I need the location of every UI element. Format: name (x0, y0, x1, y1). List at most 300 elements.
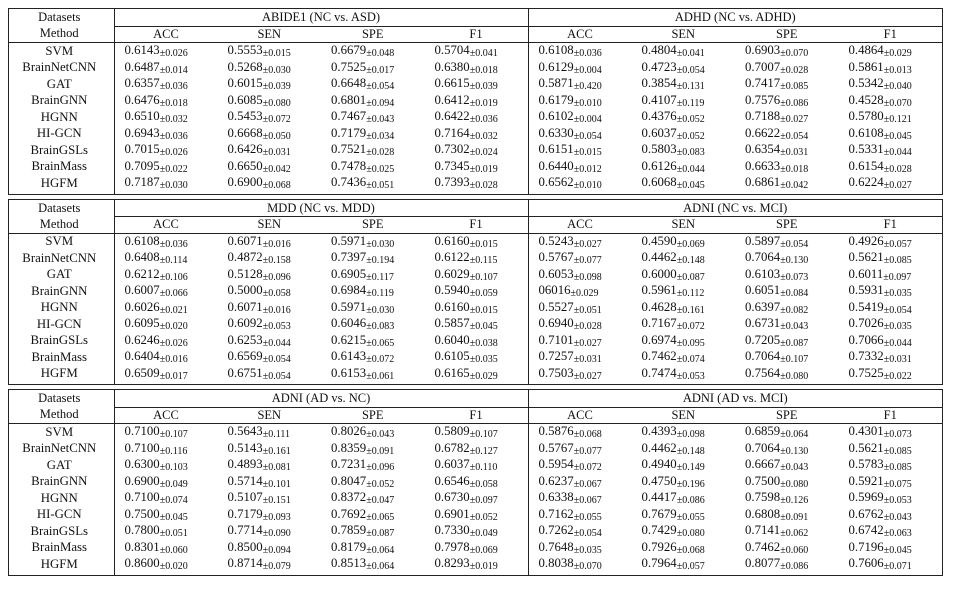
metric-header-sen: SEN (218, 26, 322, 43)
value-cell (114, 233, 218, 250)
mean-value: 0.7467 (331, 109, 367, 123)
mean-value: 0.5954 (538, 457, 574, 471)
value-cell (632, 43, 736, 60)
mean-value: 0.6037 (641, 125, 677, 140)
mean-value: 0.6108 (538, 43, 574, 57)
mean-value: 0.5621 (848, 250, 884, 264)
table-row (9, 507, 942, 524)
std-value: ±0.107 (469, 429, 498, 440)
method-name: BrainGNN (9, 283, 114, 300)
std-value: ±0.196 (676, 478, 705, 490)
std-value: ±0.054 (262, 354, 291, 365)
mean-value: 0.6126 (641, 158, 677, 173)
std-value: ±0.077 (573, 255, 602, 266)
value-cell (735, 316, 839, 333)
mean-value: 0.7330 (434, 523, 470, 537)
std-value: ±0.057 (676, 561, 705, 572)
value-cell (528, 300, 632, 317)
std-value: ±0.074 (676, 354, 705, 365)
std-value: ±0.084 (780, 288, 809, 299)
mean-value: 0.4750 (641, 473, 677, 488)
dataset-title-left: ADNI (AD vs. NC) (114, 390, 528, 407)
std-value: ±0.004 (573, 114, 602, 125)
value-cell (735, 523, 839, 540)
value-cell (735, 233, 839, 250)
value-cell (839, 349, 943, 366)
mean-value: 0.6397 (745, 299, 781, 314)
value-cell (321, 424, 425, 441)
value-cell (632, 159, 736, 176)
mean-value: 0.6165 (434, 365, 470, 380)
value-cell (114, 556, 218, 575)
mean-value: 0.4417 (641, 490, 677, 504)
std-value: ±0.036 (573, 48, 602, 59)
value-cell (425, 300, 529, 317)
value-cell (218, 60, 322, 77)
value-cell (321, 109, 425, 126)
mean-value: 0.7345 (434, 158, 470, 173)
std-value: ±0.010 (573, 97, 602, 109)
std-value: ±0.148 (676, 255, 705, 266)
std-value: ±0.051 (573, 304, 602, 316)
value-cell (321, 507, 425, 524)
mean-value: 0.6102 (538, 109, 574, 123)
std-value: ±0.070 (883, 97, 912, 109)
std-value: ±0.004 (573, 64, 602, 76)
mean-value: 0.6762 (848, 506, 884, 521)
mean-value: 0.7462 (745, 539, 781, 554)
mean-value: 06016 (538, 283, 571, 297)
value-cell (114, 507, 218, 524)
method-name: HGNN (9, 109, 114, 126)
std-value: ±0.019 (469, 561, 498, 572)
value-cell (218, 523, 322, 540)
std-value: ±0.016 (262, 238, 291, 250)
value-cell (425, 283, 529, 300)
value-cell (321, 142, 425, 159)
std-value: ±0.036 (469, 114, 498, 125)
mean-value: 0.5767 (538, 440, 574, 455)
value-cell (425, 250, 529, 267)
std-value: ±0.022 (883, 370, 912, 382)
value-cell (321, 556, 425, 575)
mean-value: 0.6053 (538, 266, 574, 281)
value-cell (839, 316, 943, 333)
std-value: ±0.079 (262, 561, 291, 572)
mean-value: 0.7436 (331, 175, 367, 189)
value-cell (632, 457, 736, 474)
std-value: ±0.086 (676, 495, 705, 506)
mean-value: 0.6900 (124, 473, 160, 488)
value-cell (839, 142, 943, 159)
std-value: ±0.110 (469, 462, 498, 473)
mean-value: 0.6742 (848, 523, 884, 537)
value-cell (839, 175, 943, 194)
method-name: BrainGSLs (9, 142, 114, 159)
method-name: HGFM (9, 175, 114, 194)
mean-value: 0.7262 (538, 523, 574, 537)
std-value: ±0.097 (883, 271, 912, 283)
metric-header-sen: SEN (632, 407, 736, 424)
std-value: ±0.043 (366, 114, 395, 125)
std-value: ±0.082 (780, 304, 809, 316)
metric-header-sen: SEN (632, 26, 736, 43)
value-cell (114, 60, 218, 77)
mean-value: 0.5809 (434, 424, 470, 438)
std-value: ±0.030 (262, 64, 291, 76)
mean-value: 0.5000 (227, 283, 263, 297)
std-value: ±0.080 (262, 97, 291, 109)
mean-value: 0.4590 (641, 233, 677, 248)
value-cell (321, 441, 425, 458)
std-value: ±0.054 (262, 370, 291, 382)
value-cell (321, 126, 425, 143)
table-row (9, 267, 942, 284)
mean-value: 0.8359 (331, 440, 367, 455)
std-value: ±0.039 (262, 81, 291, 92)
std-value: ±0.096 (262, 271, 291, 283)
mean-value: 0.7187 (124, 175, 160, 189)
std-value: ±0.107 (159, 429, 188, 440)
mean-value: 0.7095 (124, 158, 160, 173)
value-cell (528, 474, 632, 491)
metric-header-acc: ACC (528, 217, 632, 234)
table-row (9, 60, 942, 77)
std-value: ±0.017 (366, 64, 395, 76)
datasets-label: Datasets (9, 390, 114, 407)
mean-value: 0.7007 (745, 59, 781, 74)
panel-2 (8, 389, 943, 576)
value-cell (114, 540, 218, 557)
std-value: ±0.107 (780, 354, 809, 365)
metric-header-f1: F1 (425, 407, 529, 424)
value-cell (632, 267, 736, 284)
std-value: ±0.094 (366, 97, 395, 109)
method-name: SVM (9, 424, 114, 441)
mean-value: 0.5331 (848, 142, 884, 156)
value-cell (114, 43, 218, 60)
value-cell (528, 424, 632, 441)
std-value: ±0.026 (159, 147, 188, 158)
std-value: ±0.071 (883, 561, 912, 572)
std-value: ±0.161 (262, 445, 291, 457)
value-cell (528, 490, 632, 507)
value-cell (218, 175, 322, 194)
method-name: HI-GCN (9, 316, 114, 333)
mean-value: 0.6071 (227, 299, 263, 314)
std-value: ±0.093 (262, 511, 291, 523)
value-cell (632, 474, 736, 491)
value-cell (321, 300, 425, 317)
mean-value: 0.7100 (124, 440, 160, 455)
value-cell (528, 556, 632, 575)
std-value: ±0.049 (159, 478, 188, 490)
value-cell (321, 523, 425, 540)
std-value: ±0.052 (676, 130, 705, 142)
std-value: ±0.054 (573, 528, 602, 539)
std-value: ±0.030 (366, 304, 395, 316)
mean-value: 0.5143 (227, 440, 263, 455)
mean-value: 0.6730 (434, 490, 470, 504)
std-value: ±0.045 (159, 511, 188, 523)
value-cell (218, 126, 322, 143)
method-name: HGNN (9, 300, 114, 317)
value-cell (218, 490, 322, 507)
std-value: ±0.035 (883, 321, 912, 332)
std-value: ±0.042 (780, 180, 809, 191)
std-value: ±0.030 (159, 180, 188, 191)
mean-value: 0.4926 (848, 233, 884, 248)
std-value: ±0.031 (883, 354, 912, 365)
std-value: ±0.096 (366, 462, 395, 473)
std-value: ±0.027 (573, 337, 602, 349)
method-name: GAT (9, 267, 114, 284)
std-value: ±0.028 (573, 321, 602, 332)
mean-value: 0.5969 (848, 490, 884, 504)
std-value: ±0.085 (780, 81, 809, 92)
value-cell (321, 474, 425, 491)
value-cell (321, 457, 425, 474)
std-value: ±0.059 (469, 288, 498, 299)
std-value: ±0.106 (159, 271, 188, 283)
mean-value: 0.7015 (124, 142, 160, 156)
value-cell (425, 424, 529, 441)
std-value: ±0.027 (780, 114, 809, 125)
dataset-title-left: ABIDE1 (NC vs. ASD) (114, 9, 528, 26)
mean-value: 0.6330 (538, 125, 574, 140)
std-value: ±0.054 (780, 238, 809, 250)
table-row (9, 175, 942, 194)
std-value: ±0.087 (366, 528, 395, 539)
metric-header-acc: ACC (114, 217, 218, 234)
std-value: ±0.085 (883, 445, 912, 457)
mean-value: 0.5767 (538, 250, 574, 264)
std-value: ±0.103 (159, 462, 188, 473)
std-value: ±0.020 (159, 561, 188, 572)
mean-value: 0.6071 (227, 233, 263, 248)
value-cell (839, 523, 943, 540)
method-name: GAT (9, 76, 114, 93)
value-cell (735, 540, 839, 557)
value-cell (528, 76, 632, 93)
std-value: ±0.073 (780, 271, 809, 283)
value-cell (218, 233, 322, 250)
mean-value: 0.4864 (848, 43, 884, 57)
std-value: ±0.042 (262, 163, 291, 175)
panel-table (9, 200, 942, 385)
value-cell (218, 76, 322, 93)
value-cell (839, 300, 943, 317)
table-row (9, 142, 942, 159)
mean-value: 0.6546 (434, 473, 470, 488)
std-value: ±0.058 (469, 478, 498, 490)
metric-header-f1: F1 (839, 407, 943, 424)
mean-value: 0.6667 (745, 457, 781, 471)
std-value: ±0.050 (262, 130, 291, 142)
mean-value: 0.8500 (227, 539, 263, 554)
std-value: ±0.051 (159, 528, 188, 539)
std-value: ±0.064 (366, 544, 395, 556)
panel-1 (8, 199, 943, 386)
value-cell (425, 175, 529, 194)
value-cell (425, 316, 529, 333)
method-name: BrainGSLs (9, 333, 114, 350)
mean-value: 0.7188 (745, 109, 781, 123)
std-value: ±0.086 (780, 97, 809, 109)
value-cell (528, 175, 632, 194)
method-label: Method (9, 26, 114, 43)
method-name: BrainMass (9, 159, 114, 176)
mean-value: 0.7101 (538, 332, 574, 347)
dataset-title-right: ADNI (AD vs. MCI) (528, 390, 942, 407)
std-value: ±0.018 (159, 97, 188, 109)
mean-value: 0.6051 (745, 283, 781, 297)
value-cell (425, 490, 529, 507)
mean-value: 0.6808 (745, 506, 781, 521)
mean-value: 0.7164 (434, 125, 470, 140)
std-value: ±0.024 (469, 147, 498, 158)
std-value: ±0.036 (159, 81, 188, 92)
std-value: ±0.085 (883, 462, 912, 473)
std-value: ±0.094 (262, 544, 291, 556)
std-value: ±0.080 (780, 478, 809, 490)
std-value: ±0.119 (676, 97, 705, 109)
mean-value: 0.6253 (227, 332, 263, 347)
std-value: ±0.048 (366, 48, 395, 59)
mean-value: 0.7714 (227, 523, 263, 537)
panel-table (9, 9, 942, 194)
value-cell (114, 349, 218, 366)
value-cell (425, 457, 529, 474)
value-cell (321, 366, 425, 385)
std-value: ±0.111 (262, 429, 290, 440)
value-cell (632, 507, 736, 524)
metric-header-acc: ACC (114, 26, 218, 43)
mean-value: 0.5971 (331, 233, 367, 248)
std-value: ±0.067 (573, 495, 602, 506)
value-cell (839, 490, 943, 507)
mean-value: 0.7606 (848, 556, 884, 570)
std-value: ±0.021 (159, 304, 188, 316)
mean-value: 0.7964 (641, 556, 677, 570)
mean-value: 0.6940 (538, 316, 574, 330)
table-row (9, 93, 942, 110)
value-cell (839, 267, 943, 284)
method-name: HI-GCN (9, 126, 114, 143)
method-name: BrainGSLs (9, 523, 114, 540)
mean-value: 0.5931 (848, 283, 884, 297)
value-cell (114, 142, 218, 159)
mean-value: 0.6000 (641, 266, 677, 281)
value-cell (218, 366, 322, 385)
std-value: ±0.045 (469, 321, 498, 332)
value-cell (528, 267, 632, 284)
table-row (9, 490, 942, 507)
std-value: ±0.053 (262, 321, 291, 332)
std-value: ±0.130 (780, 255, 809, 266)
table-row (9, 250, 942, 267)
mean-value: 0.8293 (434, 556, 470, 570)
std-value: ±0.028 (780, 64, 809, 76)
value-cell (839, 366, 943, 385)
mean-value: 0.6408 (124, 250, 160, 264)
std-value: ±0.043 (780, 462, 809, 473)
std-value: ±0.067 (573, 478, 602, 490)
value-cell (735, 424, 839, 441)
table-row (9, 316, 942, 333)
table-row (9, 283, 942, 300)
mean-value: 0.7525 (331, 59, 367, 74)
value-cell (321, 490, 425, 507)
mean-value: 0.5527 (538, 299, 574, 314)
std-value: ±0.054 (780, 130, 809, 142)
value-cell (632, 250, 736, 267)
std-value: ±0.069 (676, 238, 705, 250)
datasets-label: Datasets (9, 9, 114, 26)
mean-value: 0.7800 (124, 523, 160, 537)
mean-value: 0.6300 (124, 457, 160, 471)
mean-value: 0.5643 (227, 424, 263, 438)
value-cell (218, 556, 322, 575)
std-value: ±0.045 (676, 180, 705, 191)
value-cell (735, 333, 839, 350)
mean-value: 0.6095 (124, 316, 160, 330)
mean-value: 0.6782 (434, 440, 470, 455)
mean-value: 0.7859 (331, 523, 367, 537)
std-value: ±0.098 (676, 429, 705, 440)
method-name: SVM (9, 43, 114, 60)
std-value: ±0.028 (883, 163, 912, 175)
value-cell (839, 60, 943, 77)
mean-value: 0.7141 (745, 523, 781, 537)
mean-value: 0.6029 (434, 266, 470, 281)
mean-value: 0.5107 (227, 490, 263, 504)
method-name: HGNN (9, 490, 114, 507)
metric-header-f1: F1 (839, 217, 943, 234)
dataset-title-right: ADHD (NC vs. ADHD) (528, 9, 942, 26)
value-cell (528, 457, 632, 474)
mean-value: 0.6215 (331, 332, 367, 347)
value-cell (632, 109, 736, 126)
value-cell (528, 159, 632, 176)
std-value: ±0.420 (573, 81, 602, 92)
method-name: HGFM (9, 366, 114, 385)
std-value: ±0.086 (780, 561, 809, 572)
metric-header-spe: SPE (735, 217, 839, 234)
metric-header-f1: F1 (425, 217, 529, 234)
value-cell (218, 540, 322, 557)
value-cell (425, 109, 529, 126)
value-cell (735, 556, 839, 575)
std-value: ±0.047 (366, 495, 395, 506)
mean-value: 0.7393 (434, 175, 470, 189)
mean-value: 0.6007 (124, 283, 160, 297)
mean-value: 0.5921 (848, 473, 884, 488)
value-cell (735, 159, 839, 176)
std-value: ±0.029 (570, 288, 599, 299)
mean-value: 0.7179 (227, 506, 263, 521)
value-cell (321, 333, 425, 350)
mean-value: 0.7397 (331, 250, 367, 264)
table-row (9, 366, 942, 385)
std-value: ±0.055 (573, 511, 602, 523)
mean-value: 0.6354 (745, 142, 781, 156)
mean-value: 0.6108 (124, 233, 160, 248)
value-cell (425, 507, 529, 524)
value-cell (425, 540, 529, 557)
std-value: ±0.121 (883, 114, 912, 125)
value-cell (114, 93, 218, 110)
